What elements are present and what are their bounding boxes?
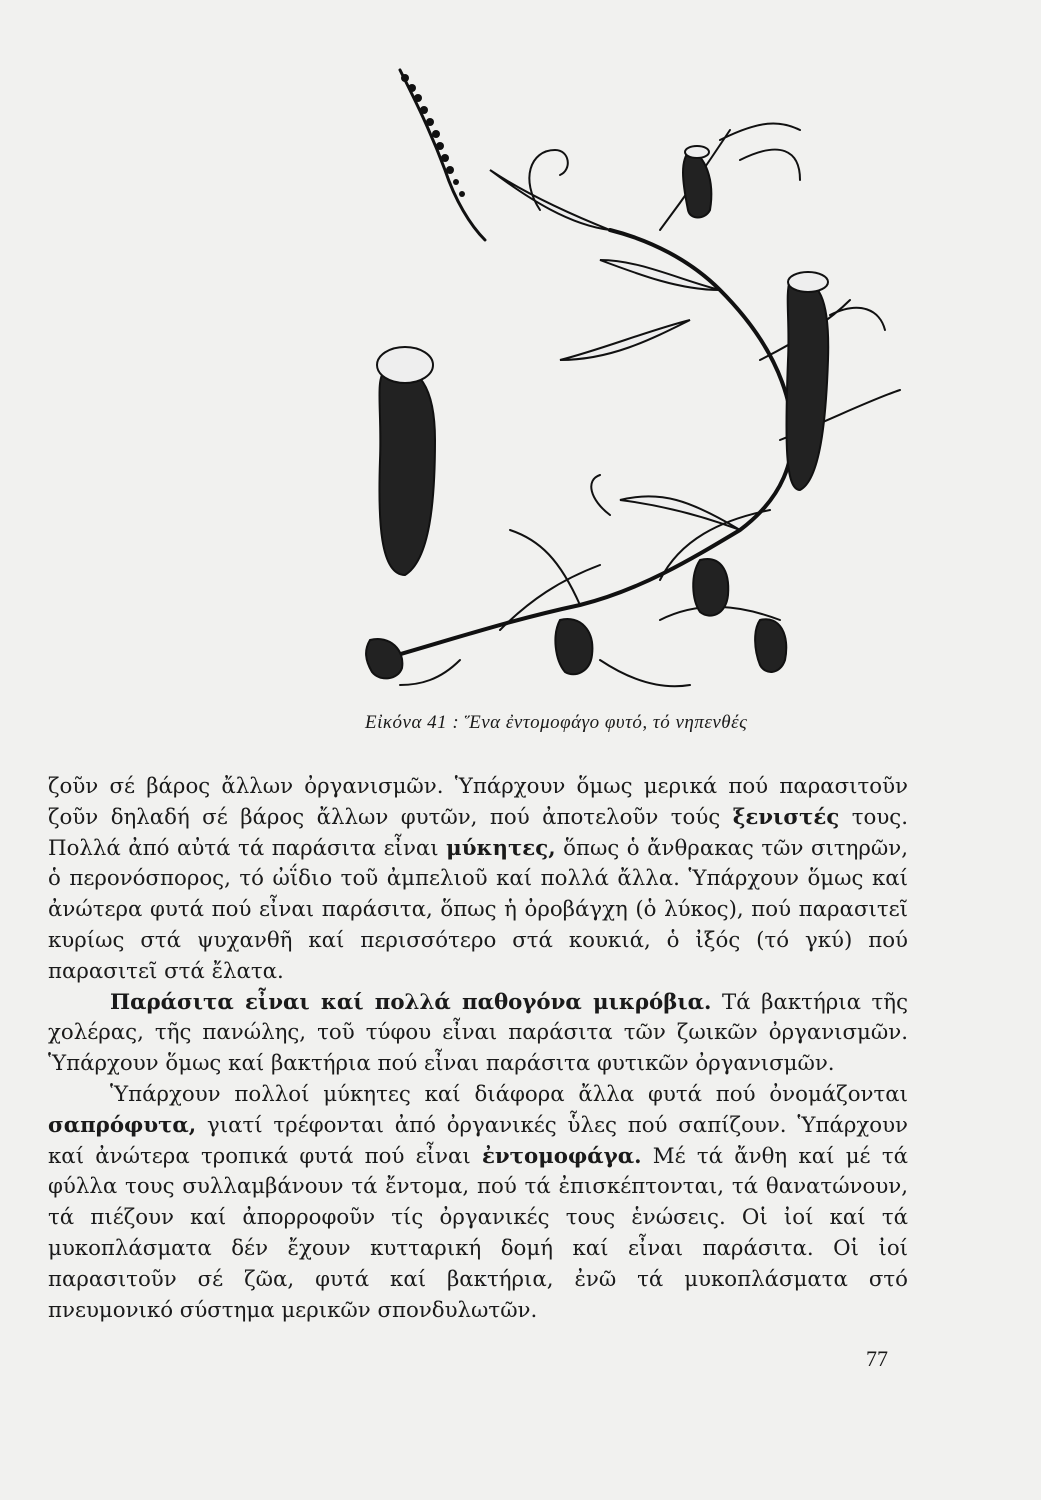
paragraph-2 [48,988,908,1080]
paragraph-3-part-c: Μέ τά ἄνθη καί μέ τά φύλλα τους συλλαμβάνουν τά ἔντομα, πού τά ἐπισκέπτονται, τά θανατώνουν, τά πιέζουν καί ἀπορροφοῦν τίς ὀργανικές τους ἑνώσεις. Οἱ ἰοί καί τά μυκοπλάσματα δέν ἔχουν κυτταρική δομή καί εἶναι παράσιτα. Οἱ ἰοί παρασιτοῦν σέ ζῶα, φυτά καί βακτήρια, ἐνῶ τά μυκοπλάσματα στό πνευμονικό σύστημα μερικῶν σπονδυλωτῶν. [48,1143,908,1323]
paragraph-3-part-a: Ὑπάρχουν πολλοί μύκητες καί διάφορα ἄλλα φυτά πού ὀνομάζονται [110,1081,908,1107]
paragraph-1-part-c: ὅπως ὁ ἄνθρακας τῶν σιτηρῶν, ὁ περονόσπορος, τό ὠΐδιο τοῦ ἀμπελιοῦ καί πολλά ἄλλα. Ὑπάρχουν ὅμως καί ἀνώτερα φυτά πού εἶναι παράσιτα, ὅπως ἡ ὀροβάγχη (ὁ λύκος), πού παρασιτεῖ κυρίως στά ψυχανθῆ καί περισσότερο στά κουκιά, ὁ ἰξός (τό γκύ) πού παρασιτεῖ στά ἔλατα. [48,835,908,984]
term-saprophyta: σαπρόφυτα, [48,1112,197,1138]
term-entomofaga: ἐντομοφάγα. [481,1143,642,1169]
nepenthes-illustration [360,60,920,700]
body-text [48,772,908,1326]
term-pathogens: Παράσιτα εἶναι καί πολλά παθογόνα μικρόβια. [110,989,712,1015]
figure-caption [365,712,925,734]
paragraph-1 [48,772,908,988]
term-xenistes: ξενιστές [732,804,840,830]
paragraph-3-part-b: γιατί τρέφονται ἀπό ὀργανικές ὗλες πού σαπίζουν. Ὑπάρχουν καί ἀνώτερα τροπικά φυτά πού εἶναι [48,1112,908,1169]
figure-caption-label: Εἰκόνα 41 : [365,712,460,733]
paragraph-1-part-b: τους. Πολλά ἀπό αὐτά τά παράσιτα εἶναι [48,804,908,861]
paragraph-2-text: Τά βακτήρια τῆς χολέρας, τῆς πανώλης, τοῦ τύφου εἶναι παράσιτα τῶν ζωικῶν ὀργανισμῶν. Ὑπάρχουν ὅμως καί βακτήρια πού εἶναι παράσιτα φυτικῶν ὀργανισμῶν. [48,989,908,1077]
page-number: 77 [866,1346,888,1371]
paragraph-1-part-a: ζοῦν σέ βάρος ἄλλων ὀργανισμῶν. Ὑπάρχουν ὅμως μερικά πού παρασιτοῦν ζοῦν δηλαδή σέ βάρος ἄλλων φυτῶν, πού ἀποτελοῦν τούς [48,774,908,830]
term-mykites: μύκητες, [446,835,556,861]
paragraph-3 [48,1080,908,1326]
figure-caption-text: Ἕνα ἐντομοφάγο φυτό, τό νηπενθές [464,712,748,733]
